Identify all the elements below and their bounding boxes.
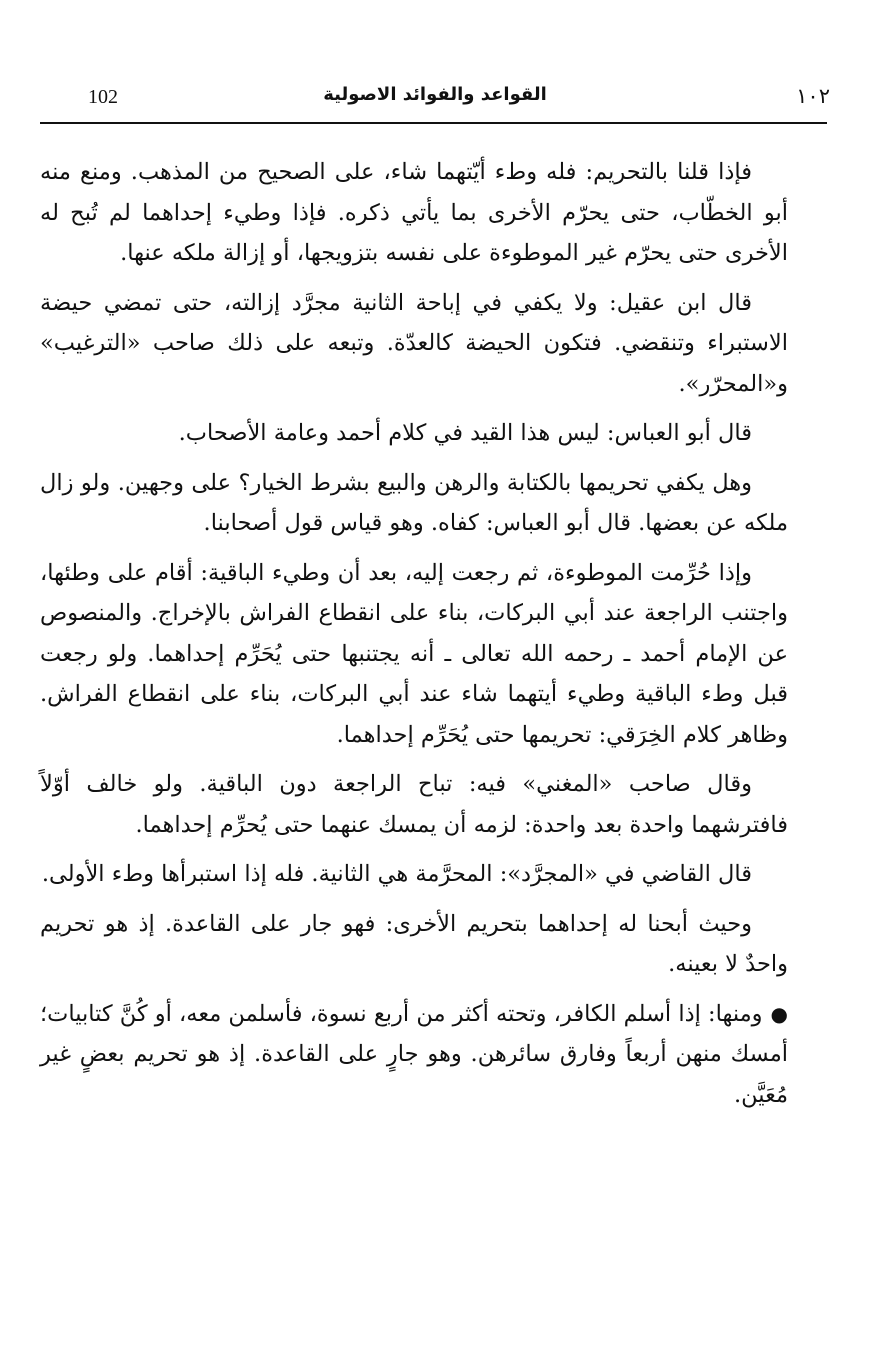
bullet-paragraph: [40, 994, 788, 1116]
body-text: [40, 152, 788, 1124]
page-number-latin: 102: [88, 86, 118, 108]
paragraph: وقال صاحب «المغني» فيه: تباح الراجعة دون الباقية. ولو خالف أوّلاً فافترشهما واحدة بعد واحدة: لزمه أن يمسك عنهما حتى يُحرِّم إحداهما.: [40, 771, 788, 838]
page-number-arabic: ١٠٢: [796, 84, 830, 108]
paragraph: قال ابن عقيل: ولا يكفي في إباحة الثانية مجرَّد إزالته، حتى تمضي حيضة الاستبراء وتنقضي. فتكون الحيضة كالعدّة. وتبعه على ذلك صاحب «الترغيب» و«المحرّر».: [40, 289, 788, 397]
header-rule: [40, 122, 827, 124]
running-title: القواعد والفوائد الاصولية: [323, 84, 547, 105]
paragraph: وإذا حُرِّمت الموطوءة، ثم رجعت إليه، بعد أن وطيء الباقية: أقام على وطئها، واجتنب الراجعة عند أبي البركات، بناء على انقطاع الفراش بالإخراج. والمنصوص عن الإمام أحمد ـ رحمه الله تعالى ـ أنه يجتنبها حتى يُحَرِّم إحداهما. ولو رجعت قبل وطء الباقية وطيء أيتهما شاء عند أبي البركات، بناء على انقطاع الفراش. وظاهر كلام الخِرَقي: تحريمها حتى يُحَرِّم إحداهما.: [40, 559, 788, 748]
bullet-icon: ●: [770, 1001, 788, 1026]
paragraph: قال القاضي في «المجرَّد»: المحرَّمة هي الثانية. فله إذا استبرأها وطء الأولى.: [41, 861, 752, 887]
bullet-paragraph-text: ومنها: إذا أسلم الكافر، وتحته أكثر من أربع نسوة، فأسلمن معه، أو كُنَّ كتابيات؛ أمسك منهن أربعاً وفارق سائرهن. وهو جارٍ على القاعدة. إذ هو تحريم بعضٍ غير مُعَيَّن.: [40, 1000, 788, 1108]
page-header: [40, 84, 830, 124]
paragraph: فإذا قلنا بالتحريم: فله وطء أيّتهما شاء، على الصحيح من المذهب. ومنع منه أبو الخطّاب، حتى يحرّم الأخرى بما يأتي ذكره. فإذا وطيء إحداهما لم تُبح له الأخرى حتى يحرّم غير الموطوءة على نفسه بتزويجها، أو إزالة ملكه عنها.: [40, 159, 788, 266]
paragraph: وحيث أبحنا له إحداهما بتحريم الأخرى: فهو جار على القاعدة. إذ هو تحريم واحدٌ لا بعينه.: [40, 910, 788, 977]
paragraph: قال أبو العباس: ليس هذا القيد في كلام أحمد وعامة الأصحاب.: [178, 420, 752, 446]
paragraph: وهل يكفي تحريمها بالكتابة والرهن والبيع بشرط الخيار؟ على وجهين. ولو زال ملكه عن بعضها. قال أبو العباس: كفاه. وهو قياس قول أصحابنا.: [40, 469, 788, 536]
